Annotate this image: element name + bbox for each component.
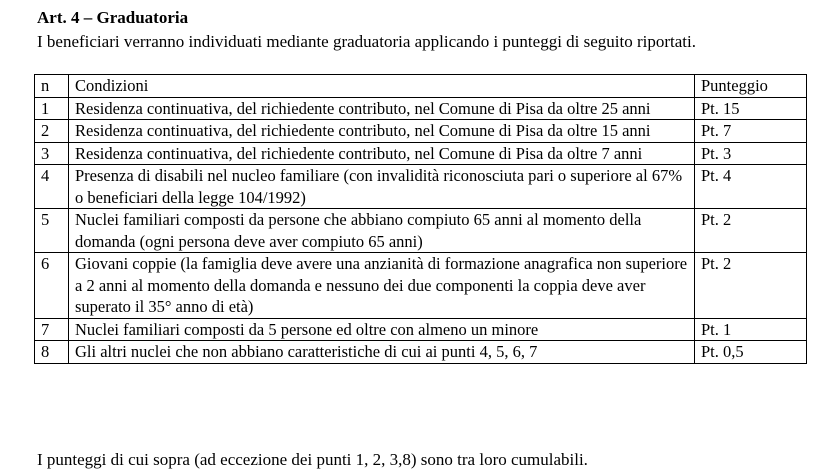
- row-score: Pt. 1: [695, 318, 807, 341]
- table-row: [35, 341, 807, 364]
- scoring-table: [34, 74, 807, 364]
- table-row: [35, 253, 807, 319]
- row-number: 5: [35, 209, 69, 253]
- row-condition: Nuclei familiari composti da persone che abbiano compiuto 65 anni al momento della domanda (ogni persona deve aver compiuto 65 anni): [69, 209, 695, 253]
- row-condition: Nuclei familiari composti da 5 persone ed oltre con almeno un minore: [69, 318, 695, 341]
- row-condition: Gli altri nuclei che non abbiano caratteristiche di cui ai punti 4, 5, 6, 7: [69, 341, 695, 364]
- table-row: [35, 209, 807, 253]
- row-number: 6: [35, 253, 69, 319]
- row-condition: Residenza continuativa, del richiedente contributo, nel Comune di Pisa da oltre 7 anni: [69, 142, 695, 165]
- row-score: Pt. 3: [695, 142, 807, 165]
- row-score: Pt. 7: [695, 120, 807, 143]
- row-condition: Giovani coppie (la famiglia deve avere una anzianità di formazione anagrafica non superiore a 2 anni al momento della domanda e nessuno dei due componenti la coppia deve aver superato il 35° anno di età): [69, 253, 695, 319]
- row-score: Pt. 15: [695, 97, 807, 120]
- article-intro: I beneficiari verranno individuati mediante graduatoria applicando i punteggi di seguito riportati.: [37, 32, 697, 51]
- row-condition: Residenza continuativa, del richiedente contributo, nel Comune di Pisa da oltre 25 anni: [69, 97, 695, 120]
- table-row: [35, 120, 807, 143]
- table-row: [35, 142, 807, 165]
- row-score: Pt. 2: [695, 253, 807, 319]
- article-heading: Art. 4 – Graduatoria: [37, 8, 189, 27]
- column-header-score: Punteggio: [695, 75, 807, 98]
- row-condition: Residenza continuativa, del richiedente contributo, nel Comune di Pisa da oltre 15 anni: [69, 120, 695, 143]
- row-number: 8: [35, 341, 69, 364]
- row-score: Pt. 4: [695, 165, 807, 209]
- row-condition: Presenza di disabili nel nucleo familiare (con invalidità riconosciuta pari o superiore al 67% o beneficiari della legge 104/1992): [69, 165, 695, 209]
- row-score: Pt. 2: [695, 209, 807, 253]
- row-number: 1: [35, 97, 69, 120]
- row-number: 3: [35, 142, 69, 165]
- row-number: 4: [35, 165, 69, 209]
- row-number: 2: [35, 120, 69, 143]
- table-row: [35, 97, 807, 120]
- table-row: [35, 318, 807, 341]
- table-header-row: [35, 75, 807, 98]
- column-header-conditions: Condizioni: [69, 75, 695, 98]
- row-number: 7: [35, 318, 69, 341]
- row-score: Pt. 0,5: [695, 341, 807, 364]
- cumulation-note: I punteggi di cui sopra (ad eccezione dei punti 1, 2, 3,8) sono tra loro cumulabili.: [37, 450, 588, 469]
- column-header-n: n: [35, 75, 69, 98]
- table-row: [35, 165, 807, 209]
